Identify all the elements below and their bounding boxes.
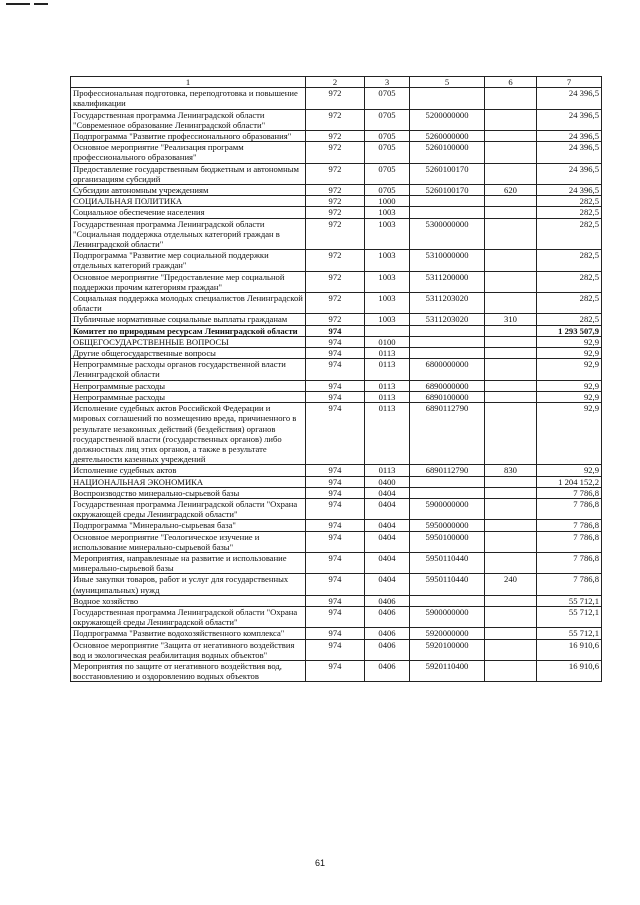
row-section-code: 0404 [365, 520, 410, 531]
row-expense-type [485, 552, 537, 573]
row-section-code: 1000 [365, 196, 410, 207]
row-name: Воспроизводство минерально-сырьевой базы [71, 487, 306, 498]
row-name: Социальная поддержка молодых специалистов Ленинградской области [71, 293, 306, 314]
row-target-article: 5260100000 [410, 142, 485, 163]
row-expense-type [485, 380, 537, 391]
row-target-article: 5920110400 [410, 660, 485, 681]
row-name: Водное хозяйство [71, 595, 306, 606]
row-name: Основное мероприятие "Реализация программ профессионального образования" [71, 142, 306, 163]
row-amount: 55 712,1 [537, 628, 602, 639]
table-row [71, 391, 602, 402]
table-row [71, 531, 602, 552]
row-target-article [410, 207, 485, 218]
row-ved-code: 972 [306, 314, 365, 325]
table-row [71, 639, 602, 660]
row-ved-code: 974 [306, 359, 365, 380]
table-row [71, 88, 602, 109]
row-ved-code: 974 [306, 520, 365, 531]
row-amount: 7 786,8 [537, 498, 602, 519]
row-target-article: 6800000000 [410, 359, 485, 380]
row-amount: 92,9 [537, 465, 602, 476]
row-name: Подпрограмма "Развитие водохозяйственного комплекса" [71, 628, 306, 639]
row-section-code: 0400 [365, 476, 410, 487]
row-target-article: 6890100000 [410, 391, 485, 402]
row-section-code: 0406 [365, 628, 410, 639]
row-target-article: 6890112790 [410, 403, 485, 465]
row-amount: 24 396,5 [537, 142, 602, 163]
table-row [71, 520, 602, 531]
header-cell: 6 [485, 77, 537, 88]
row-name: Непрограммные расходы органов государственной власти Ленинградской области [71, 359, 306, 380]
row-target-article [410, 595, 485, 606]
row-expense-type [485, 271, 537, 292]
row-target-article: 6890112790 [410, 465, 485, 476]
row-expense-type [485, 606, 537, 627]
row-section-code: 0705 [365, 163, 410, 184]
table-row [71, 465, 602, 476]
row-expense-type [485, 487, 537, 498]
row-name: Основное мероприятие "Защита от негативного воздействия вод и экологическая реабилитация водных объектов" [71, 639, 306, 660]
table-row [71, 131, 602, 142]
row-target-article: 5260100170 [410, 185, 485, 196]
row-ved-code: 972 [306, 196, 365, 207]
row-ved-code: 974 [306, 639, 365, 660]
row-expense-type [485, 88, 537, 109]
table-row [71, 403, 602, 465]
row-section-code: 0705 [365, 142, 410, 163]
row-amount: 7 786,8 [537, 520, 602, 531]
row-amount: 7 786,8 [537, 552, 602, 573]
row-target-article: 5260100170 [410, 163, 485, 184]
row-expense-type [485, 639, 537, 660]
table-row [71, 207, 602, 218]
row-expense-type: 830 [485, 465, 537, 476]
row-target-article: 5311203020 [410, 293, 485, 314]
row-amount: 92,9 [537, 359, 602, 380]
table-row [71, 336, 602, 347]
row-ved-code: 974 [306, 325, 365, 336]
row-amount: 1 204 152,2 [537, 476, 602, 487]
row-name: СОЦИАЛЬНАЯ ПОЛИТИКА [71, 196, 306, 207]
row-name: НАЦИОНАЛЬНАЯ ЭКОНОМИКА [71, 476, 306, 487]
row-target-article [410, 348, 485, 359]
row-ved-code: 974 [306, 336, 365, 347]
row-expense-type [485, 207, 537, 218]
row-expense-type [485, 520, 537, 531]
row-name: Социальное обеспечение населения [71, 207, 306, 218]
header-cell: 1 [71, 77, 306, 88]
row-amount: 92,9 [537, 403, 602, 465]
row-name: Государственная программа Ленинградской области "Охрана окружающей среды Ленинградской области" [71, 498, 306, 519]
row-ved-code: 974 [306, 595, 365, 606]
table-row [71, 314, 602, 325]
row-section-code: 0404 [365, 531, 410, 552]
row-section-code: 0113 [365, 403, 410, 465]
table-row [71, 293, 602, 314]
row-amount: 282,5 [537, 218, 602, 250]
row-expense-type [485, 325, 537, 336]
row-expense-type [485, 250, 537, 271]
row-amount: 16 910,6 [537, 660, 602, 681]
row-name: Государственная программа Ленинградской области "Современное образование Ленинградской области" [71, 109, 306, 130]
row-expense-type [485, 595, 537, 606]
row-amount: 7 786,8 [537, 531, 602, 552]
row-name: Основное мероприятие "Предоставление мер социальной поддержки прочим категориям граждан" [71, 271, 306, 292]
row-section-code: 1003 [365, 293, 410, 314]
row-amount: 282,5 [537, 196, 602, 207]
row-expense-type [485, 218, 537, 250]
table-row [71, 552, 602, 573]
table-row [71, 325, 602, 336]
row-name: Мероприятия по защите от негативного воздействия вод, восстановлению и оздоровлению водных объектов [71, 660, 306, 681]
row-target-article [410, 476, 485, 487]
row-target-article [410, 487, 485, 498]
table-row [71, 271, 602, 292]
row-amount: 24 396,5 [537, 185, 602, 196]
row-target-article [410, 88, 485, 109]
row-ved-code: 974 [306, 531, 365, 552]
row-expense-type [485, 196, 537, 207]
row-amount: 282,5 [537, 250, 602, 271]
row-target-article [410, 336, 485, 347]
row-target-article: 5950110440 [410, 574, 485, 595]
row-name: Непрограммные расходы [71, 380, 306, 391]
row-ved-code: 974 [306, 403, 365, 465]
row-section-code: 0406 [365, 606, 410, 627]
row-section-code: 0406 [365, 639, 410, 660]
row-name: Исполнение судебных актов Российской Федерации и мировых соглашений по возмещению вреда, причиненного в результате незаконных действий (бездействия) органов государственной власти (государственных органов) либо должностных лиц этих органов, а также в результате деятельности казенных учреждений [71, 403, 306, 465]
row-expense-type: 620 [485, 185, 537, 196]
row-section-code: 0113 [365, 391, 410, 402]
row-section-code [365, 325, 410, 336]
row-section-code: 0113 [365, 380, 410, 391]
row-target-article: 5920100000 [410, 639, 485, 660]
row-ved-code: 974 [306, 476, 365, 487]
table-row [71, 250, 602, 271]
row-amount: 24 396,5 [537, 163, 602, 184]
row-ved-code: 974 [306, 487, 365, 498]
row-target-article: 5200000000 [410, 109, 485, 130]
row-amount: 7 786,8 [537, 487, 602, 498]
row-ved-code: 974 [306, 628, 365, 639]
row-expense-type [485, 531, 537, 552]
row-name: Государственная программа Ленинградской области "Социальная поддержка отдельных категорий граждан в Ленинградской области" [71, 218, 306, 250]
row-expense-type [485, 163, 537, 184]
row-ved-code: 972 [306, 142, 365, 163]
row-section-code: 0404 [365, 574, 410, 595]
row-expense-type [485, 476, 537, 487]
row-name: Непрограммные расходы [71, 391, 306, 402]
row-target-article: 5310000000 [410, 250, 485, 271]
row-amount: 55 712,1 [537, 606, 602, 627]
page-number: 61 [314, 858, 325, 868]
table-row [71, 628, 602, 639]
row-amount: 24 396,5 [537, 109, 602, 130]
row-name: Исполнение судебных актов [71, 465, 306, 476]
row-name: Публичные нормативные социальные выплаты гражданам [71, 314, 306, 325]
row-expense-type [485, 293, 537, 314]
table-row [71, 380, 602, 391]
row-target-article: 5950110440 [410, 552, 485, 573]
row-amount: 282,5 [537, 207, 602, 218]
row-section-code: 0406 [365, 660, 410, 681]
budget-table [70, 76, 602, 682]
row-ved-code: 972 [306, 218, 365, 250]
row-expense-type [485, 628, 537, 639]
row-amount: 16 910,6 [537, 639, 602, 660]
row-expense-type [485, 142, 537, 163]
row-name: Подпрограмма "Минерально-сырьевая база" [71, 520, 306, 531]
table-row [71, 595, 602, 606]
row-name: Подпрограмма "Развитие мер социальной поддержки отдельных категорий граждан" [71, 250, 306, 271]
row-ved-code: 972 [306, 293, 365, 314]
row-section-code: 0705 [365, 88, 410, 109]
row-name: Профессиональная подготовка, переподготовка и повышение квалификации [71, 88, 306, 109]
header-cell: 5 [410, 77, 485, 88]
row-expense-type [485, 391, 537, 402]
row-ved-code: 974 [306, 660, 365, 681]
row-amount: 24 396,5 [537, 131, 602, 142]
row-section-code: 0404 [365, 487, 410, 498]
row-name: Предоставление государственным бюджетным и автономным организациям субсидий [71, 163, 306, 184]
row-name: Иные закупки товаров, работ и услуг для государственных (муниципальных) нужд [71, 574, 306, 595]
table-row [71, 218, 602, 250]
row-section-code: 0705 [365, 131, 410, 142]
row-expense-type [485, 660, 537, 681]
row-name: Подпрограмма "Развитие профессионального образования" [71, 131, 306, 142]
row-section-code: 0113 [365, 359, 410, 380]
table-row [71, 142, 602, 163]
table-row [71, 606, 602, 627]
row-target-article: 5311200000 [410, 271, 485, 292]
row-expense-type [485, 109, 537, 130]
row-amount: 92,9 [537, 391, 602, 402]
row-amount: 92,9 [537, 348, 602, 359]
row-target-article: 5950000000 [410, 520, 485, 531]
row-target-article [410, 196, 485, 207]
row-expense-type [485, 403, 537, 465]
row-section-code: 1003 [365, 314, 410, 325]
scan-mark [34, 3, 48, 5]
row-ved-code: 974 [306, 348, 365, 359]
table-row [71, 359, 602, 380]
header-cell: 2 [306, 77, 365, 88]
row-target-article: 5950100000 [410, 531, 485, 552]
header-cell: 7 [537, 77, 602, 88]
row-amount: 92,9 [537, 380, 602, 391]
table-row [71, 185, 602, 196]
row-target-article: 5920000000 [410, 628, 485, 639]
table-row [71, 196, 602, 207]
row-section-code: 0113 [365, 348, 410, 359]
table-row [71, 487, 602, 498]
row-ved-code: 972 [306, 163, 365, 184]
row-section-code: 1003 [365, 271, 410, 292]
row-name: Комитет по природным ресурсам Ленинградской области [71, 325, 306, 336]
row-ved-code: 974 [306, 465, 365, 476]
row-expense-type [485, 359, 537, 380]
row-section-code: 0406 [365, 595, 410, 606]
row-name: Другие общегосударственные вопросы [71, 348, 306, 359]
row-ved-code: 974 [306, 391, 365, 402]
scan-mark [6, 3, 30, 5]
row-target-article: 5300000000 [410, 218, 485, 250]
table-row [71, 498, 602, 519]
row-name: Мероприятия, направленные на развитие и использование минерально-сырьевой базы [71, 552, 306, 573]
row-amount: 1 293 507,9 [537, 325, 602, 336]
row-section-code: 1003 [365, 218, 410, 250]
row-ved-code: 974 [306, 574, 365, 595]
row-ved-code: 972 [306, 131, 365, 142]
row-ved-code: 972 [306, 109, 365, 130]
row-section-code: 0705 [365, 185, 410, 196]
row-ved-code: 972 [306, 88, 365, 109]
row-ved-code: 974 [306, 380, 365, 391]
row-ved-code: 972 [306, 250, 365, 271]
row-amount: 55 712,1 [537, 595, 602, 606]
table-row [71, 109, 602, 130]
row-section-code: 1003 [365, 207, 410, 218]
row-amount: 282,5 [537, 271, 602, 292]
row-expense-type: 310 [485, 314, 537, 325]
row-section-code: 0113 [365, 465, 410, 476]
header-cell: 3 [365, 77, 410, 88]
row-target-article: 5311203020 [410, 314, 485, 325]
row-ved-code: 974 [306, 498, 365, 519]
row-name: ОБЩЕГОСУДАРСТВЕННЫЕ ВОПРОСЫ [71, 336, 306, 347]
row-ved-code: 972 [306, 207, 365, 218]
row-section-code: 0404 [365, 498, 410, 519]
row-name: Государственная программа Ленинградской области "Охрана окружающей среды Ленинградской области" [71, 606, 306, 627]
row-target-article [410, 325, 485, 336]
row-expense-type [485, 336, 537, 347]
row-ved-code: 974 [306, 606, 365, 627]
row-amount: 92,9 [537, 336, 602, 347]
row-ved-code: 972 [306, 271, 365, 292]
row-amount: 7 786,8 [537, 574, 602, 595]
row-section-code: 0705 [365, 109, 410, 130]
row-amount: 24 396,5 [537, 88, 602, 109]
row-ved-code: 974 [306, 552, 365, 573]
row-expense-type [485, 348, 537, 359]
row-expense-type [485, 131, 537, 142]
row-target-article: 5900000000 [410, 498, 485, 519]
row-name: Основное мероприятие "Геологическое изучение и использование минерально-сырьевой базы" [71, 531, 306, 552]
row-section-code: 0404 [365, 552, 410, 573]
row-expense-type: 240 [485, 574, 537, 595]
row-section-code: 1003 [365, 250, 410, 271]
row-name: Субсидии автономным учреждениям [71, 185, 306, 196]
row-target-article: 5900000000 [410, 606, 485, 627]
table-header-row [71, 77, 602, 88]
table-row [71, 348, 602, 359]
row-amount: 282,5 [537, 314, 602, 325]
row-amount: 282,5 [537, 293, 602, 314]
row-target-article: 6890000000 [410, 380, 485, 391]
row-expense-type [485, 498, 537, 519]
table-row [71, 660, 602, 681]
table-row [71, 574, 602, 595]
row-section-code: 0100 [365, 336, 410, 347]
table-row [71, 476, 602, 487]
row-target-article: 5260000000 [410, 131, 485, 142]
table-row [71, 163, 602, 184]
row-ved-code: 972 [306, 185, 365, 196]
